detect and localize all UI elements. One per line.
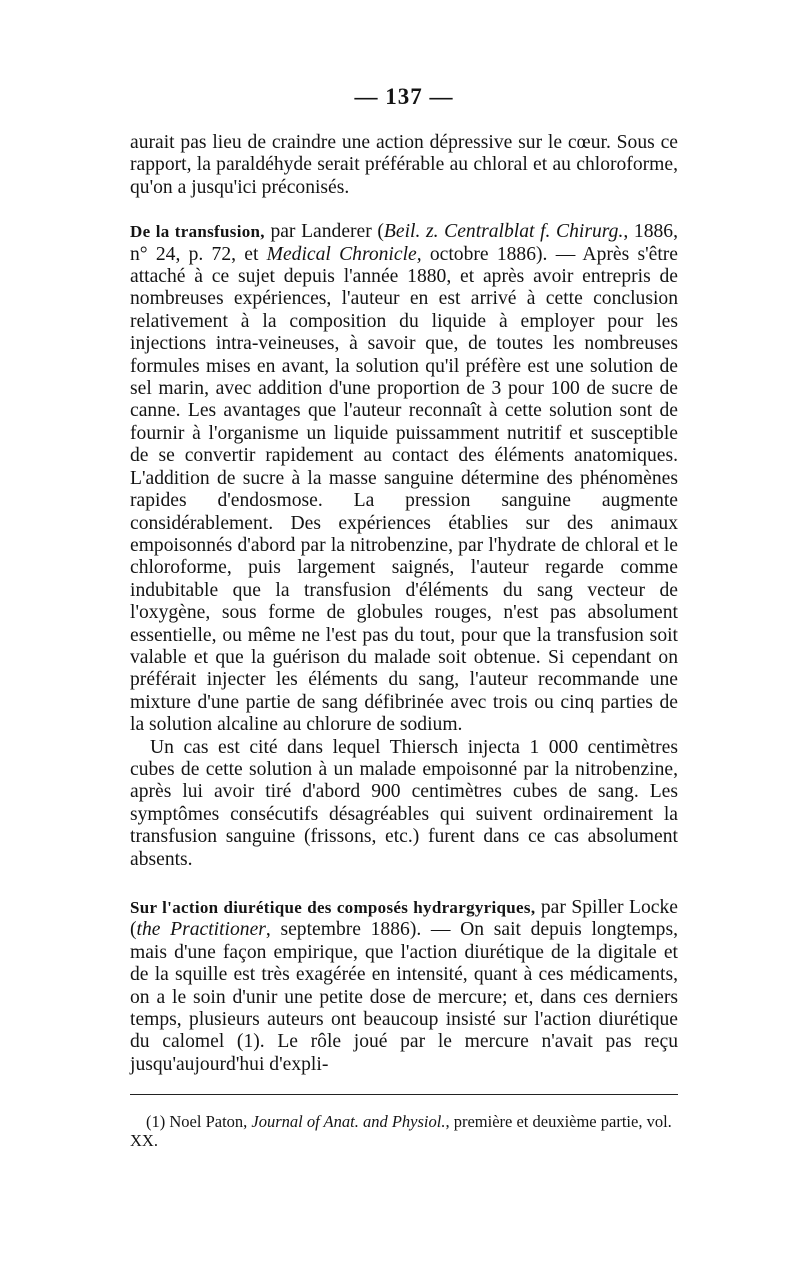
section-transfusion-heading-paragraph: [130, 221, 678, 736]
section2-journal: the Practitioner: [136, 919, 266, 941]
footnote-author: Noel Paton,: [165, 1112, 252, 1132]
section1-ref-after: octobre 1886).: [421, 243, 548, 265]
section2-ref-before: par Spiller Locke (: [130, 897, 678, 941]
section-title-transfusion: De la transfusion,: [130, 222, 265, 242]
footnote-journal: Journal of Anat. and Physiol.: [251, 1112, 446, 1132]
section-title-diuretic: Sur l'action diurétique des composés hydrargyriques,: [130, 898, 536, 917]
section2-body: — On sait depuis longtemps, mais d'une façon empirique, que l'action diurétique de la digitale et de la squille est très exagérée en intensité, quant à ces médicaments, on a le soin d'unir une petite dose de mercure; et, dans ces derniers temps, plusieurs auteurs ont beaucoup insisté sur l'action diurétique du calomel (1). Le rôle joué par le mercure n'avait pas reçu jusqu'aujourd'hui d'expli-: [130, 919, 678, 1075]
section-diuretic-heading-paragraph: [130, 897, 678, 1076]
section1-ref-before: par Landerer (: [264, 221, 384, 243]
section1-journal-2: Medical Chronicle,: [266, 243, 422, 265]
section1-body-1: — Après s'être attaché à ce sujet depuis l'année 1880, et après avoir entrepris de nombreuses expériences, l'auteur en est arrivé à cette conclusion relativement à la composition du liquide à employer pour les injections intra-veineuses, à savoir que, de toutes les nombreuses formules mises en avant, la solution qu'il préfère est une solution de sel marin, avec addition d'une proportion de 3 pour 100 de sucre de canne. Les avantages que l'auteur reconnaît à cette solution sont de fournir à l'organisme un liquide puissamment nutritif et susceptible de se convertir rapidement au contact des éléments anatomiques. L'addition de sucre à la masse sanguine détermine des phénomènes rapides d'endosmose. La pression sanguine augmente considérablement. Des expériences établies sur des animaux empoisonnés d'abord par la nitrobenzine, par l'hydrate de chloral et le chloroforme, puis largement saignés, l'auteur regarde comme indubitable que la transfusion d'éléments du sang vecteur de l'oxygène, sous forme de globules rouges, n'est pas absolument essentielle, ou même ne l'est pas du tout, pour que la transfusion soit valable et que la guérison du malade soit obtenue. Si cependant on préférait injecter les éléments du sang, l'auteur recommande une mixture d'une partie de sang défibrinée avec trois ou cinq parties de la solution alcaline au chlorure de sodium.: [130, 243, 678, 736]
footnote-rest: , première et deuxième partie, vol. XX.: [130, 1112, 672, 1151]
section2-ref-after: , septembre 1886).: [265, 919, 422, 941]
page-number: — 137 —: [354, 84, 454, 109]
section1-body-2: Un cas est cité dans lequel Thiersch injecta 1 000 centimètres cubes de cette solution à un malade empoisonné par la nitrobenzine, après lui avoir tiré d'abord 900 centimètres cubes de sang. Les symptômes consécutifs désagréables qui suivent ordinairement la transfusion sanguine (frissons, etc.) furent dans ce cas absolument absents.: [130, 736, 678, 870]
page-content: [130, 84, 678, 1150]
section1-ref-middle: , 1886, n° 24, p. 72, et: [130, 221, 678, 265]
intro-paragraph: aurait pas lieu de craindre une action dépressive sur le cœur. Sous ce rapport, la paraldéhyde serait préférable au chloral et au chloroforme, qu'on a jusqu'ici préconisés.: [130, 132, 678, 198]
footnote: [130, 1112, 678, 1150]
footnote-marker: (1): [146, 1112, 166, 1132]
footnote-divider: [130, 1094, 678, 1096]
section1-journal-1: Beil. z. Centralblat f. Chirurg.: [383, 221, 624, 243]
